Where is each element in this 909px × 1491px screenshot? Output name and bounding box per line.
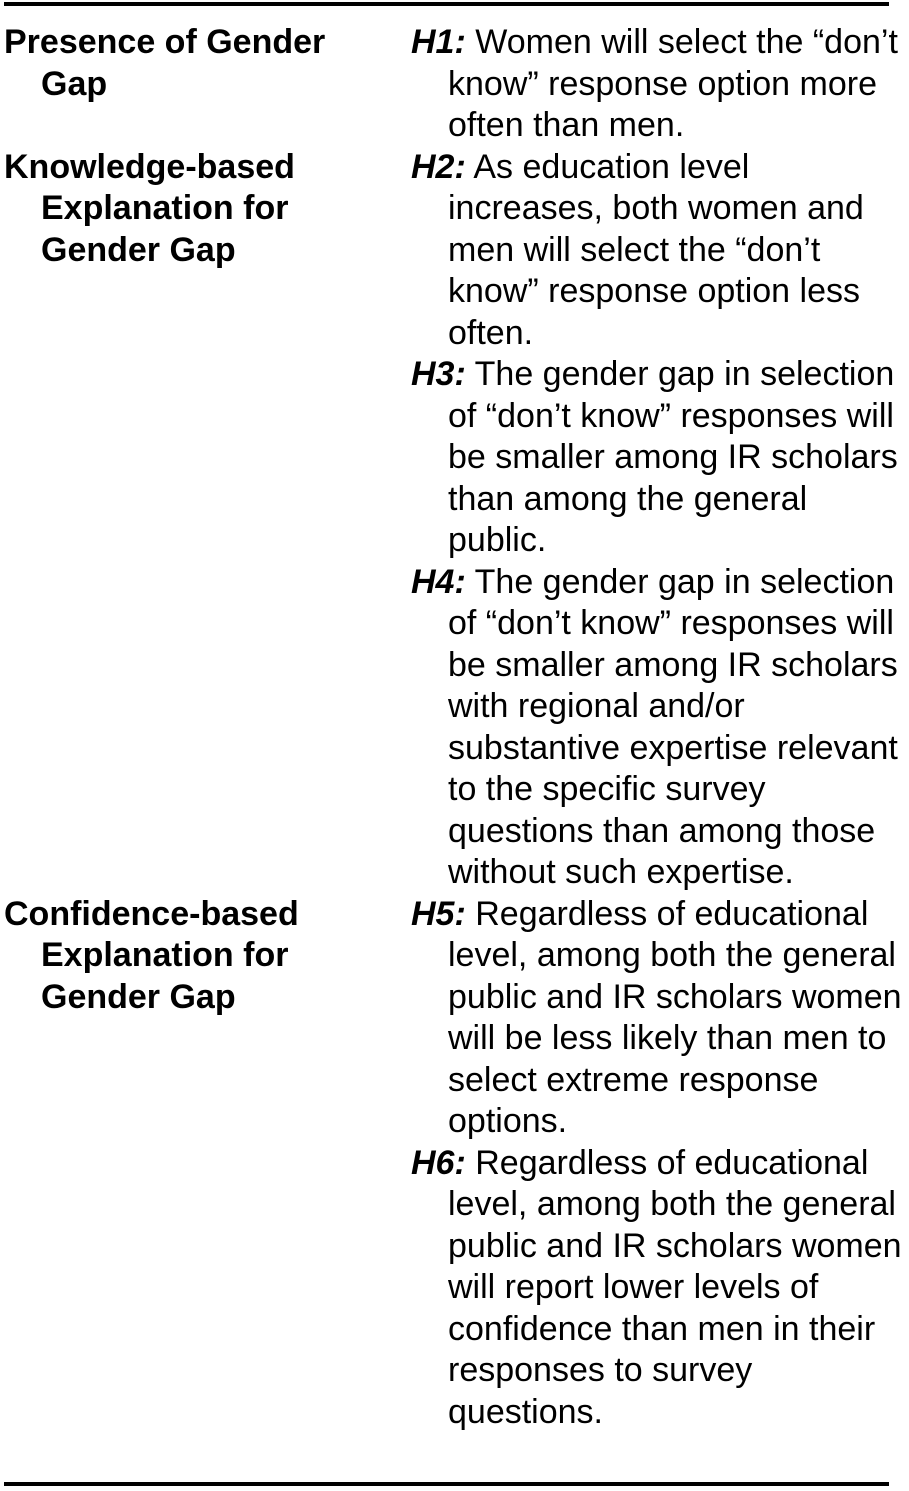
hypothesis-id: H3: xyxy=(411,355,466,393)
category-label: Presence of Gender Gap xyxy=(4,23,326,103)
table-row xyxy=(0,147,909,894)
hypothesis-id: H2: xyxy=(411,147,466,186)
hypothesis-text: Regardless of educational level, among both the general public and IR scholars women will report lower levels of confidence than men in their responses to survey questions. xyxy=(448,1143,902,1431)
hypothesis-h2 xyxy=(411,147,909,355)
table-bottom-rule xyxy=(4,1482,889,1486)
hypothesis-list xyxy=(370,147,909,894)
table-top-rule xyxy=(4,2,889,6)
table-row xyxy=(0,22,909,147)
hypothesis-h1 xyxy=(411,22,909,147)
row-category xyxy=(0,22,370,105)
hypothesis-id: H1: xyxy=(411,23,466,61)
row-category xyxy=(0,894,370,1019)
hypothesis-text: Regardless of educational level, among both the general public and IR scholars women will be less likely than men to select extreme response options. xyxy=(448,894,902,1140)
row-category xyxy=(0,147,370,272)
table-row xyxy=(0,894,909,1434)
hypothesis-id: H6: xyxy=(411,1143,466,1182)
hypothesis-id: H5: xyxy=(411,894,466,933)
hypothesis-h3 xyxy=(411,354,909,562)
hypothesis-list xyxy=(370,22,909,147)
hypothesis-text: The gender gap in selection of “don’t know” responses will be smaller among IR scholars with regional and/or substantive expertise relevant to the specific survey questions than among those without such expertise. xyxy=(448,562,898,891)
hypotheses-table xyxy=(0,22,909,1433)
hypothesis-h6 xyxy=(411,1143,909,1434)
hypothesis-text: As education level increases, both women and men will select the “don’t know” response option less often. xyxy=(448,147,864,352)
hypothesis-id: H4: xyxy=(411,562,466,601)
category-label: Confidence-based Explanation for Gender Gap xyxy=(4,894,299,1016)
hypothesis-h5 xyxy=(411,894,909,1143)
hypothesis-text: The gender gap in selection of “don’t know” responses will be smaller among IR scholars than among the general public. xyxy=(448,355,898,559)
hypothesis-text: Women will select the “don’t know” response option more often than men. xyxy=(448,23,898,144)
hypothesis-h4 xyxy=(411,562,909,894)
category-label: Knowledge-based Explanation for Gender Gap xyxy=(4,147,295,269)
hypothesis-list xyxy=(370,894,909,1434)
